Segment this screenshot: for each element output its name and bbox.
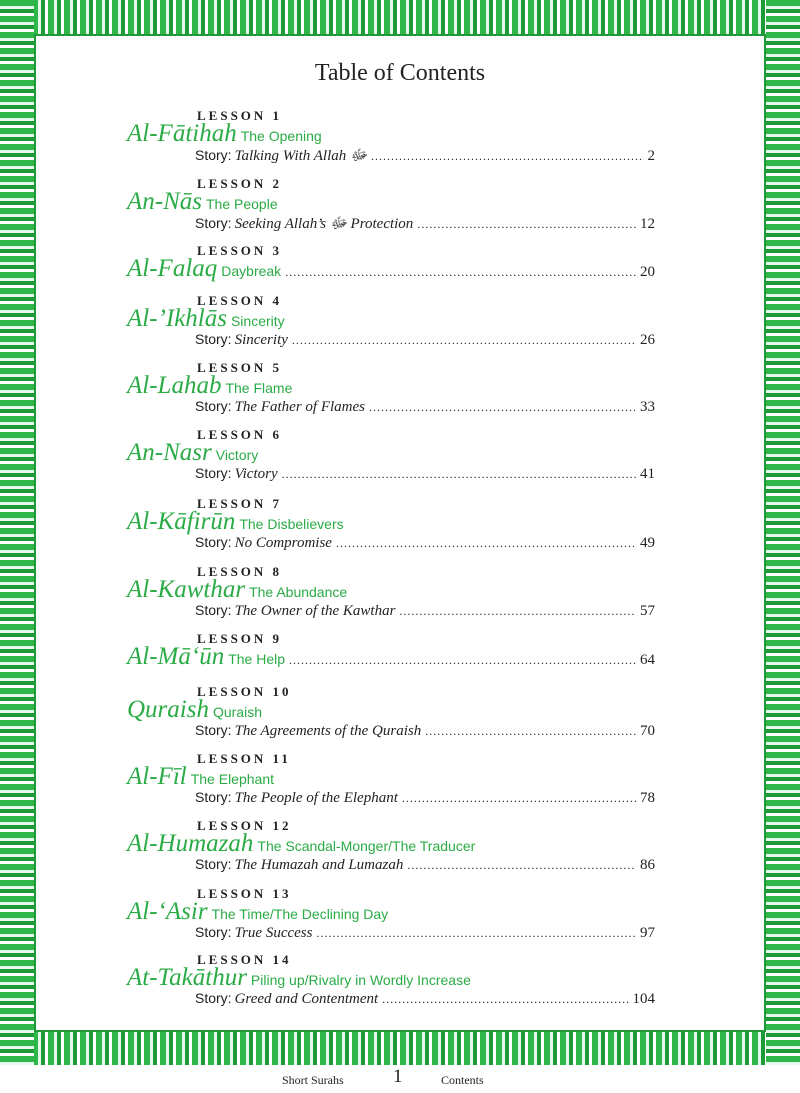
- page-number: 57: [640, 603, 655, 619]
- surah-meaning: The People: [206, 196, 278, 212]
- dot-leader: [369, 400, 636, 415]
- story-line[interactable]: Story: The People of the Elephant ..... 78: [195, 789, 655, 807]
- story-line[interactable]: Story: Greed and Contentment ..... 104: [195, 990, 655, 1008]
- story-title: The Father of Flames: [234, 399, 365, 415]
- surah-name: Al-Lahab: [127, 372, 222, 399]
- dot-leader: [371, 149, 644, 164]
- surah-name: Quraish: [127, 696, 209, 723]
- page-number: 12: [640, 216, 655, 232]
- surah-meaning: Daybreak: [221, 263, 282, 279]
- story-title: The People of the Elephant: [234, 790, 398, 806]
- surah-meaning: The Flame: [225, 380, 293, 396]
- border-bottom-pattern: [0, 1032, 800, 1065]
- lesson-number: LESSON 2: [197, 176, 283, 191]
- surah-name: At-Takāthur: [127, 964, 247, 991]
- border-left-pattern: [0, 0, 34, 1065]
- story-line[interactable]: Story: The Owner of the Kawthar ..... 57: [195, 602, 655, 620]
- story-title: Seeking Allah’s ﷻ Protection: [234, 216, 414, 232]
- page-number: 86: [640, 857, 655, 873]
- surah-meaning: The Opening: [240, 128, 322, 144]
- surah-name: Al-Fātihah: [127, 120, 237, 147]
- story-line[interactable]: Story: Victory ..... 41: [195, 465, 655, 483]
- story-line[interactable]: Story: The Agreements of the Quraish ..... 70: [195, 722, 655, 740]
- story-line[interactable]: Story: Talking With Allah ﷻ ..... 2: [195, 146, 655, 168]
- page-number: 97: [640, 925, 655, 941]
- story-line[interactable]: Story: True Success ..... 97: [195, 924, 655, 942]
- surah-name: An-Nasr: [127, 439, 212, 466]
- dot-leader: [282, 467, 636, 482]
- surah-meaning: The Scandal-Monger/The Traducer: [257, 838, 476, 854]
- story-line[interactable]: Story: Sincerity ..... 26: [195, 331, 655, 349]
- surah-meaning: Sincerity: [230, 313, 285, 329]
- lesson-number: LESSON 7: [197, 496, 283, 511]
- lesson-number: LESSON 13: [197, 886, 292, 901]
- story-title: Greed and Contentment: [234, 991, 379, 1007]
- lesson-number: LESSON 11: [197, 751, 291, 766]
- footer-section: Contents: [441, 1073, 484, 1087]
- dot-leader: [292, 333, 636, 348]
- page-number: 26: [640, 332, 655, 348]
- page-number: 49: [640, 535, 655, 551]
- dot-leader: [417, 217, 636, 232]
- surah-name: An-Nās: [127, 188, 202, 215]
- lesson-number: LESSON 3: [197, 243, 283, 258]
- dot-leader: [285, 265, 636, 280]
- dot-leader: [407, 858, 636, 873]
- story-title: Sincerity: [234, 332, 288, 348]
- surah-meaning: Piling up/Rivalry in Wordly Increase: [250, 972, 471, 988]
- page-number: 20: [640, 264, 655, 280]
- dot-leader: [399, 604, 636, 619]
- surah-name: Al-Mā‘ūn: [127, 643, 225, 670]
- story-line[interactable]: Story: No Compromise ..... 49: [195, 534, 655, 552]
- border-top-pattern: [0, 0, 800, 34]
- page-title: Table of Contents: [314, 60, 486, 86]
- story-title: True Success: [234, 925, 313, 941]
- page-number: 104: [632, 991, 655, 1007]
- surah-name: Al-Kāfirūn: [127, 508, 236, 535]
- surah-meaning: The Time/The Declining Day: [211, 906, 389, 922]
- dot-leader: [402, 791, 636, 806]
- surah-meaning: Quraish: [212, 704, 262, 720]
- surah-meaning: The Help: [228, 651, 286, 667]
- story-title: Talking With Allah ﷻ: [234, 148, 367, 164]
- surah-meaning: Victory: [215, 447, 259, 463]
- footer-page-number: 1: [393, 1066, 403, 1087]
- page-number: 70: [640, 723, 655, 739]
- story-line[interactable]: Story: Seeking Allah’s ﷻ Protection ..... 12: [195, 214, 655, 236]
- surah-meaning: The Disbelievers: [239, 516, 344, 532]
- surah-meaning: The Elephant: [190, 771, 275, 787]
- surah-name: Al-Fīl: [127, 763, 187, 790]
- surah-name: Al-Falaq: [127, 255, 218, 282]
- surah-name: Al-‘Asir: [127, 898, 208, 925]
- lesson-number: LESSON 10: [197, 684, 292, 699]
- dot-leader: [336, 536, 636, 551]
- page-number: 64: [640, 652, 655, 668]
- dot-leader: [317, 926, 637, 941]
- lesson-number: LESSON 4: [197, 293, 283, 308]
- story-title: The Owner of the Kawthar: [234, 603, 396, 619]
- surah-name: Al-’Ikhlās: [127, 305, 227, 332]
- lesson-number: LESSON 8: [197, 564, 283, 579]
- surah-meaning: The Abundance: [249, 584, 348, 600]
- page-number: 78: [640, 790, 655, 806]
- surah-name: Al-Kawthar: [127, 576, 246, 603]
- lesson-number: LESSON 12: [197, 818, 292, 833]
- lesson-number: LESSON 6: [197, 427, 283, 442]
- page-number: 33: [640, 399, 655, 415]
- story-title: No Compromise: [234, 535, 332, 551]
- page-number: 41: [640, 466, 655, 482]
- lesson-number: LESSON 9: [197, 631, 283, 646]
- border-right-pattern: [766, 0, 800, 1065]
- story-line[interactable]: Story: The Father of Flames ..... 33: [195, 398, 655, 416]
- dot-leader: [425, 724, 636, 739]
- lesson-number: LESSON 1: [197, 108, 283, 123]
- page-number: 2: [647, 148, 655, 164]
- dot-leader: [289, 653, 636, 668]
- footer-book-title: Short Surahs: [282, 1073, 344, 1087]
- surah-name: Al-Humazah: [127, 830, 254, 857]
- lesson-number: LESSON 14: [197, 952, 292, 967]
- story-line[interactable]: Story: The Humazah and Lumazah ..... 86: [195, 856, 655, 874]
- dot-leader: [382, 992, 628, 1007]
- story-title: The Humazah and Lumazah: [234, 857, 404, 873]
- story-title: The Agreements of the Quraish: [234, 723, 422, 739]
- story-title: Victory: [234, 466, 278, 482]
- lesson-number: LESSON 5: [197, 360, 283, 375]
